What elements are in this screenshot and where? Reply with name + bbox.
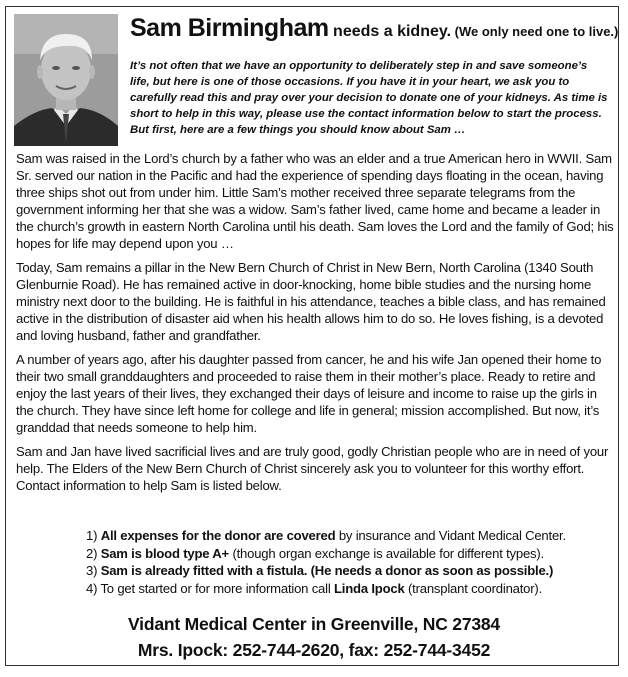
list-item: 3) Sam is already fitted with a fistula. (He needs a donor as soon as possible.) xyxy=(86,563,554,578)
list-item: 4) To get started or for more information call Linda Ipock (transplant coordinator). xyxy=(86,580,543,596)
paragraph: Sam was raised in the Lord’s church by a father who was an elder and a true American hero in WWII. Sam Sr. served our nation in the Pacific and had the experience of spending days floating in the ocean, having three ships shot out from under him. Little Sam’s mother received three separate telegrams from the government informing her that she was a widow. Sam’s father lived, came home and became a leader in the church’s growth in eastern North Carolina until his death. Sam loves the Lord and the family of God; his hopes for life may depend upon you … xyxy=(16,151,614,251)
paragraph: A number of years ago, after his daughter passed from cancer, he and his wife Jan opened their home to their two small granddaughters and proceeded to raise them in their mother’s place. Ready to retire and enjoy the last years of their lives, they exchanged their days of leisure and income to raise up the girls in the church. They have since left home for college and life in general; mission accomplished. But now, it’s granddad that needs someone to help him. xyxy=(16,352,602,435)
portrait-photo xyxy=(14,14,118,146)
body-text xyxy=(16,150,614,501)
list-item: 1) All expenses for the donor are covered by insurance and Vidant Medical Center. xyxy=(86,528,566,543)
headline-name: Sam Birmingham xyxy=(130,14,329,42)
headline-needs: needs a kidney. xyxy=(328,23,452,40)
footer-contact: Mrs. Ipock: 252-744-2620, fax: 252-744-3452 xyxy=(137,640,491,660)
headline-parenthetical: (We only need one to live.) xyxy=(451,24,619,39)
intro-text: It’s not often that we have an opportunity to deliberately step in and save someone’s life, but here is one of those occasions. If you have it in your heart, we ask you to carefully read this and pray over your decision to donate one of your kidneys. As time is short to help in this way, please use the contact information below to start the process. But first, here are a few things you should know about Sam … xyxy=(130,60,608,136)
paragraph: Today, Sam remains a pillar in the New Bern Church of Christ in New Bern, North Carolina (1340 South Glenburnie Road). He has remained active in door-knocking, home bible studies and the nursing home ministry next door to the building. He is faithful in his attendance, teaches a bible class, and has remained active in the distribution of disaster aid when his health allows him to do so. He loves fishing, is a devoted and loving husband, father and grandfather. xyxy=(16,260,606,343)
footer-hospital: Vidant Medical Center in Greenville, NC 27384 xyxy=(128,614,500,634)
headline xyxy=(130,14,619,43)
list-item: 2) Sam is blood type A+ (though organ exchange is available for different types). xyxy=(86,545,544,561)
info-list xyxy=(86,527,616,597)
paragraph: Sam and Jan have lived sacrificial lives and are truly good, godly Christian people who are in need of your help. The Elders of the New Bern Church of Christ sincerely ask you to volunteer for this worthy effort. Contact information to help Sam is listed below. xyxy=(16,444,609,493)
